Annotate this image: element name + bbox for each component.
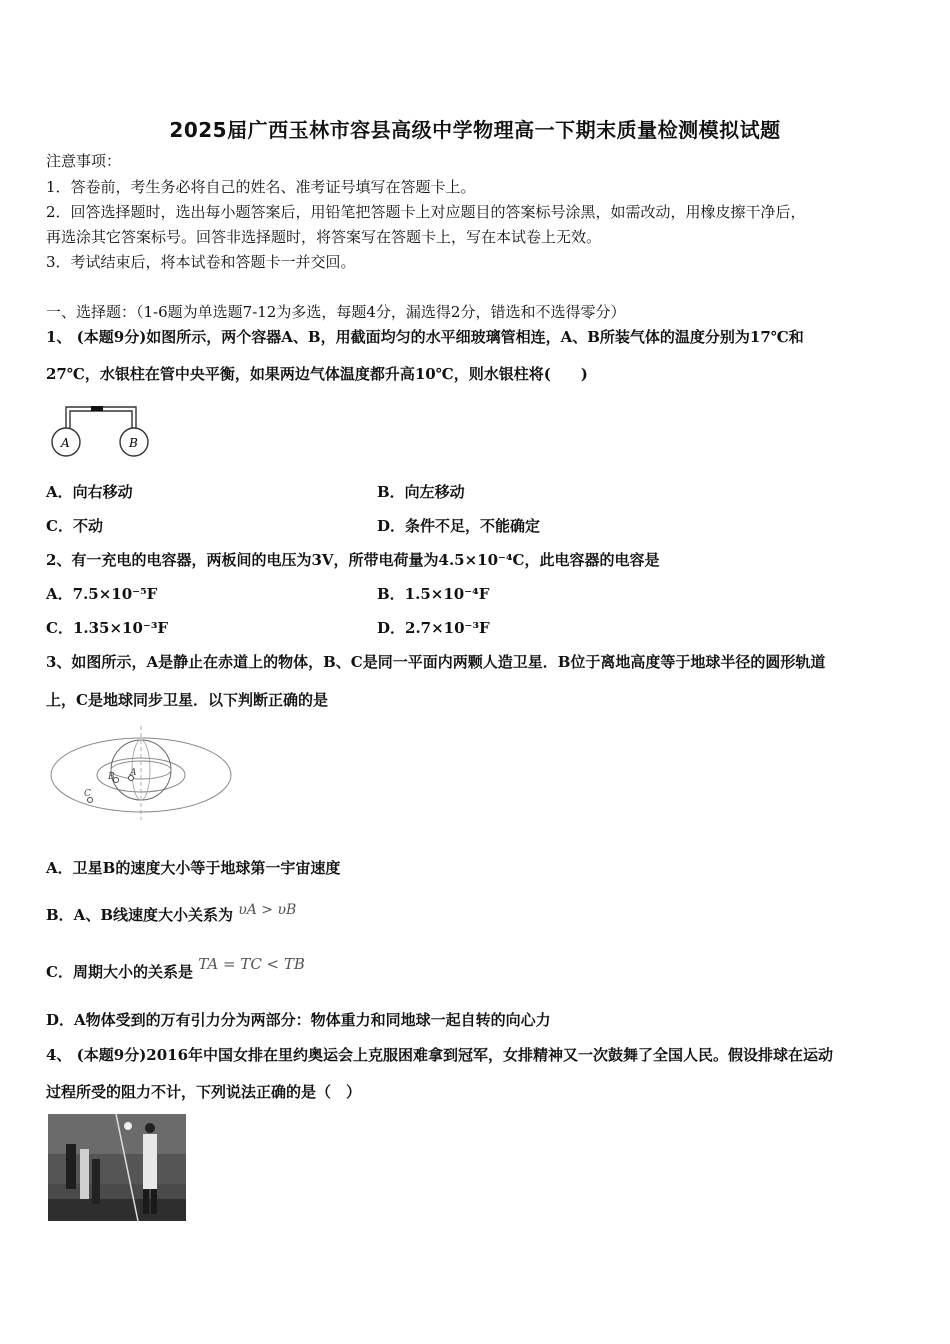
notice-item: 1．答卷前，考生务必将自己的姓名、准考证号填写在答题卡上。 bbox=[46, 178, 476, 196]
q2-option-b: B．1.5×10⁻⁴F bbox=[377, 585, 490, 603]
q3-option-d: D．A物体受到的万有引力分为两部分：物体重力和同地球一起自转的向心力 bbox=[46, 1011, 551, 1029]
q3-option-a: A．卫星B的速度大小等于地球第一宇宙速度 bbox=[46, 859, 341, 877]
notice-item: 再选涂其它答案标号。回答非选择题时，将答案写在答题卡上，写在本试卷上无效。 bbox=[46, 228, 602, 246]
q1-stem-line1: 1、 (本题9分)如图所示，两个容器A、B，用截面均匀的水平细玻璃管相连，A、B所装气体的温度分别为17℃和 bbox=[46, 328, 804, 346]
q3-option-c-formula: TA = TC < TB bbox=[198, 955, 305, 973]
q2-option-c: C．1.35×10⁻³F bbox=[46, 619, 169, 637]
q1-container-figure bbox=[46, 400, 156, 462]
q3-option-c-text: C．周期大小的关系是 bbox=[46, 963, 193, 981]
page-title: 2025届广西玉林市容县高级中学物理高一下期末质量检测模拟试题 bbox=[169, 118, 781, 142]
q3-option-b-formula: υA > υB bbox=[238, 902, 297, 918]
section-heading: 一、选择题：（1-6题为单选题7-12为多选，每题4分，漏选得2分，错选和不选得零分） bbox=[46, 303, 626, 321]
q4-stem-line2: 过程所受的阻力不计，下列说法正确的是（ ） bbox=[46, 1083, 362, 1101]
q1-option-b: B．向左移动 bbox=[377, 483, 465, 501]
q1-option-d: D．条件不足，不能确定 bbox=[377, 517, 541, 535]
q1-option-a: A．向右移动 bbox=[46, 483, 133, 501]
q2-option-d: D．2.7×10⁻³F bbox=[377, 619, 490, 637]
notice-item: 3．考试结束后，将本试卷和答题卡一并交回。 bbox=[46, 253, 356, 271]
q2-stem: 2、有一充电的电容器，两板间的电压为3V，所带电荷量为4.5×10⁻⁴C，此电容器的电容是 bbox=[46, 551, 660, 569]
q3-orbit-figure bbox=[48, 722, 233, 822]
notice-heading: 注意事项： bbox=[46, 152, 122, 170]
q2-option-a: A．7.5×10⁻⁵F bbox=[46, 585, 158, 603]
q3-stem-line2: 上，C是地球同步卫星．以下判断正确的是 bbox=[46, 691, 328, 709]
label-b: B bbox=[108, 772, 115, 782]
q1-option-c: C．不动 bbox=[46, 517, 103, 535]
q3-stem-line1: 3、如图所示，A是静止在赤道上的物体，B、C是同一平面内两颗人造卫星．B位于离地高度等于地球半径的圆形轨道 bbox=[46, 653, 826, 671]
notice-item: 2．回答选择题时，选出每小题答案后，用铅笔把答题卡上对应题目的答案标号涂黑，如需改动，用橡皮擦干净后， bbox=[46, 203, 806, 221]
volleyball-photo bbox=[48, 1114, 186, 1221]
container-a-label: A bbox=[61, 436, 70, 450]
q3-option-b-text: B．A、B线速度大小关系为 bbox=[46, 906, 233, 924]
q4-stem-line1: 4、 (本题9分)2016年中国女排在里约奥运会上克服困难拿到冠军，女排精神又一次鼓舞了全国人民。假设排球在运动 bbox=[46, 1046, 834, 1064]
q1-stem-line2: 27℃，水银柱在管中央平衡，如果两边气体温度都升高10℃，则水银柱将( ) bbox=[46, 365, 588, 383]
label-c: C bbox=[84, 789, 91, 799]
q3-option-b bbox=[46, 902, 297, 926]
label-a: A bbox=[130, 768, 137, 778]
container-b-label: B bbox=[129, 436, 138, 450]
q3-option-c bbox=[46, 955, 305, 982]
volleyball-photo-graphic bbox=[48, 1114, 186, 1221]
